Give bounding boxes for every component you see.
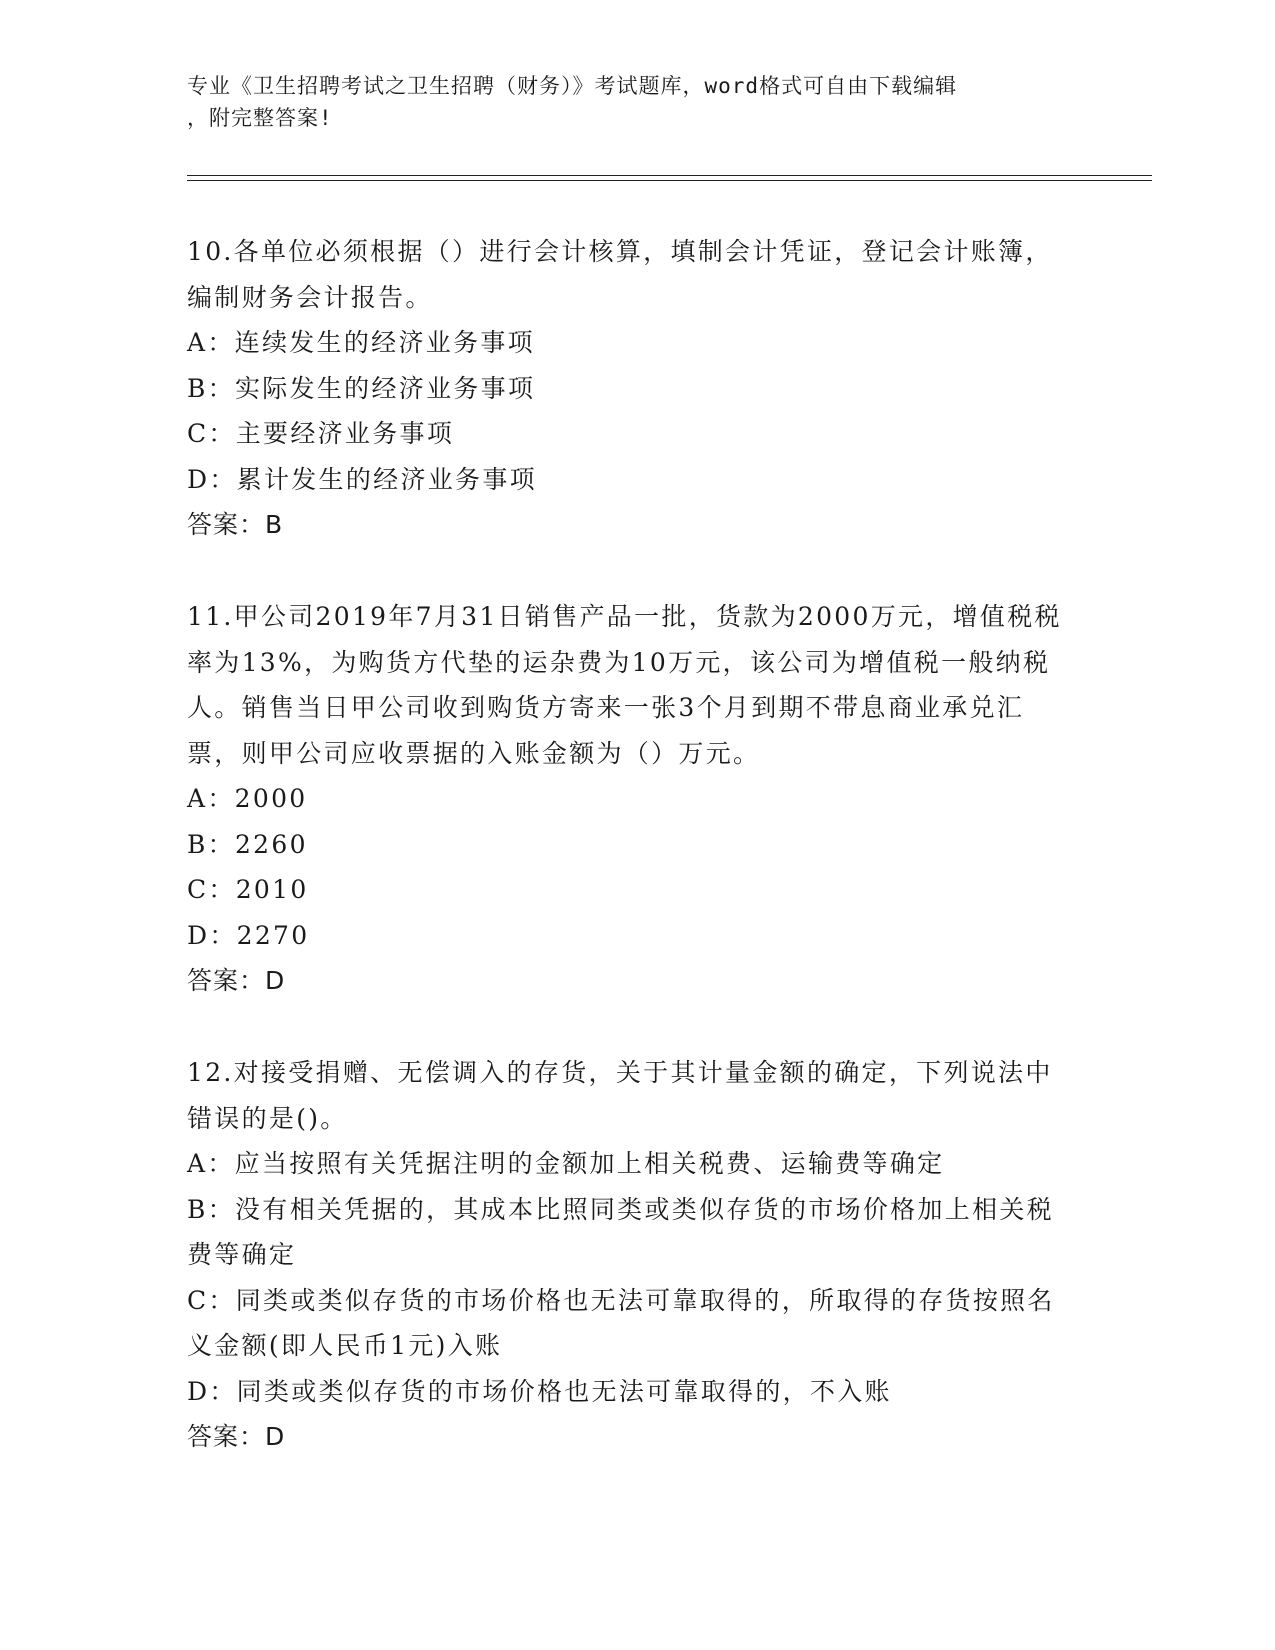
option-b: B：2260: [187, 829, 308, 859]
answer: 答案：D: [187, 1422, 286, 1451]
question-12: [187, 1050, 1067, 1460]
document-header: [187, 70, 1067, 134]
header-line-2: ，附完整答案!: [187, 106, 333, 130]
option-a: A：2000: [187, 784, 308, 813]
option-a: A：应当按照有关凭据注明的金额加上相关税费、运输费等确定: [187, 1149, 945, 1178]
header-divider: [187, 175, 1152, 181]
option-c: C：同类或类似存货的市场价格也无法可靠取得的，所取得的存货按照名义金额(即人民币1元)入账: [187, 1285, 1055, 1360]
question-10: [187, 229, 1067, 548]
option-d: D：累计发生的经济业务事项: [187, 464, 537, 494]
option-d: D：2270: [187, 920, 310, 950]
question-text: 12.对接受捐赠、无偿调入的存货，关于其计量金额的确定，下列说法中错误的是()。: [187, 1058, 1053, 1133]
option-c: C：主要经济业务事项: [187, 419, 455, 448]
answer: 答案：D: [187, 966, 286, 995]
question-11: [187, 594, 1067, 1004]
option-c: C：2010: [187, 875, 309, 904]
question-text: 10.各单位必须根据（）进行会计核算，填制会计凭证，登记会计账簿，编制财务会计报告。: [187, 237, 1053, 312]
option-a: A：连续发生的经济业务事项: [187, 328, 535, 357]
option-d: D：同类或类似存货的市场价格也无法可靠取得的，不入账: [187, 1376, 892, 1406]
option-b: B：实际发生的经济业务事项: [187, 373, 536, 403]
header-line-1: 专业《卫生招聘考试之卫生招聘（财务）》考试题库，word格式可自由下载编辑: [187, 74, 958, 98]
answer: 答案：B: [187, 510, 284, 539]
option-b: B：没有相关凭据的，其成本比照同类或类似存货的市场价格加上相关税费等确定: [187, 1194, 1054, 1269]
question-text: 11.甲公司2019年7月31日销售产品一批，货款为2000万元，增值税税率为13%，为购货方代垫的运杂费为10万元，该公司为增值税一般纳税人。销售当日甲公司收到购货方寄来一张3个月到期不带息商业承兑汇票，则甲公司应收票据的入账金额为（）万元。: [187, 602, 1062, 768]
